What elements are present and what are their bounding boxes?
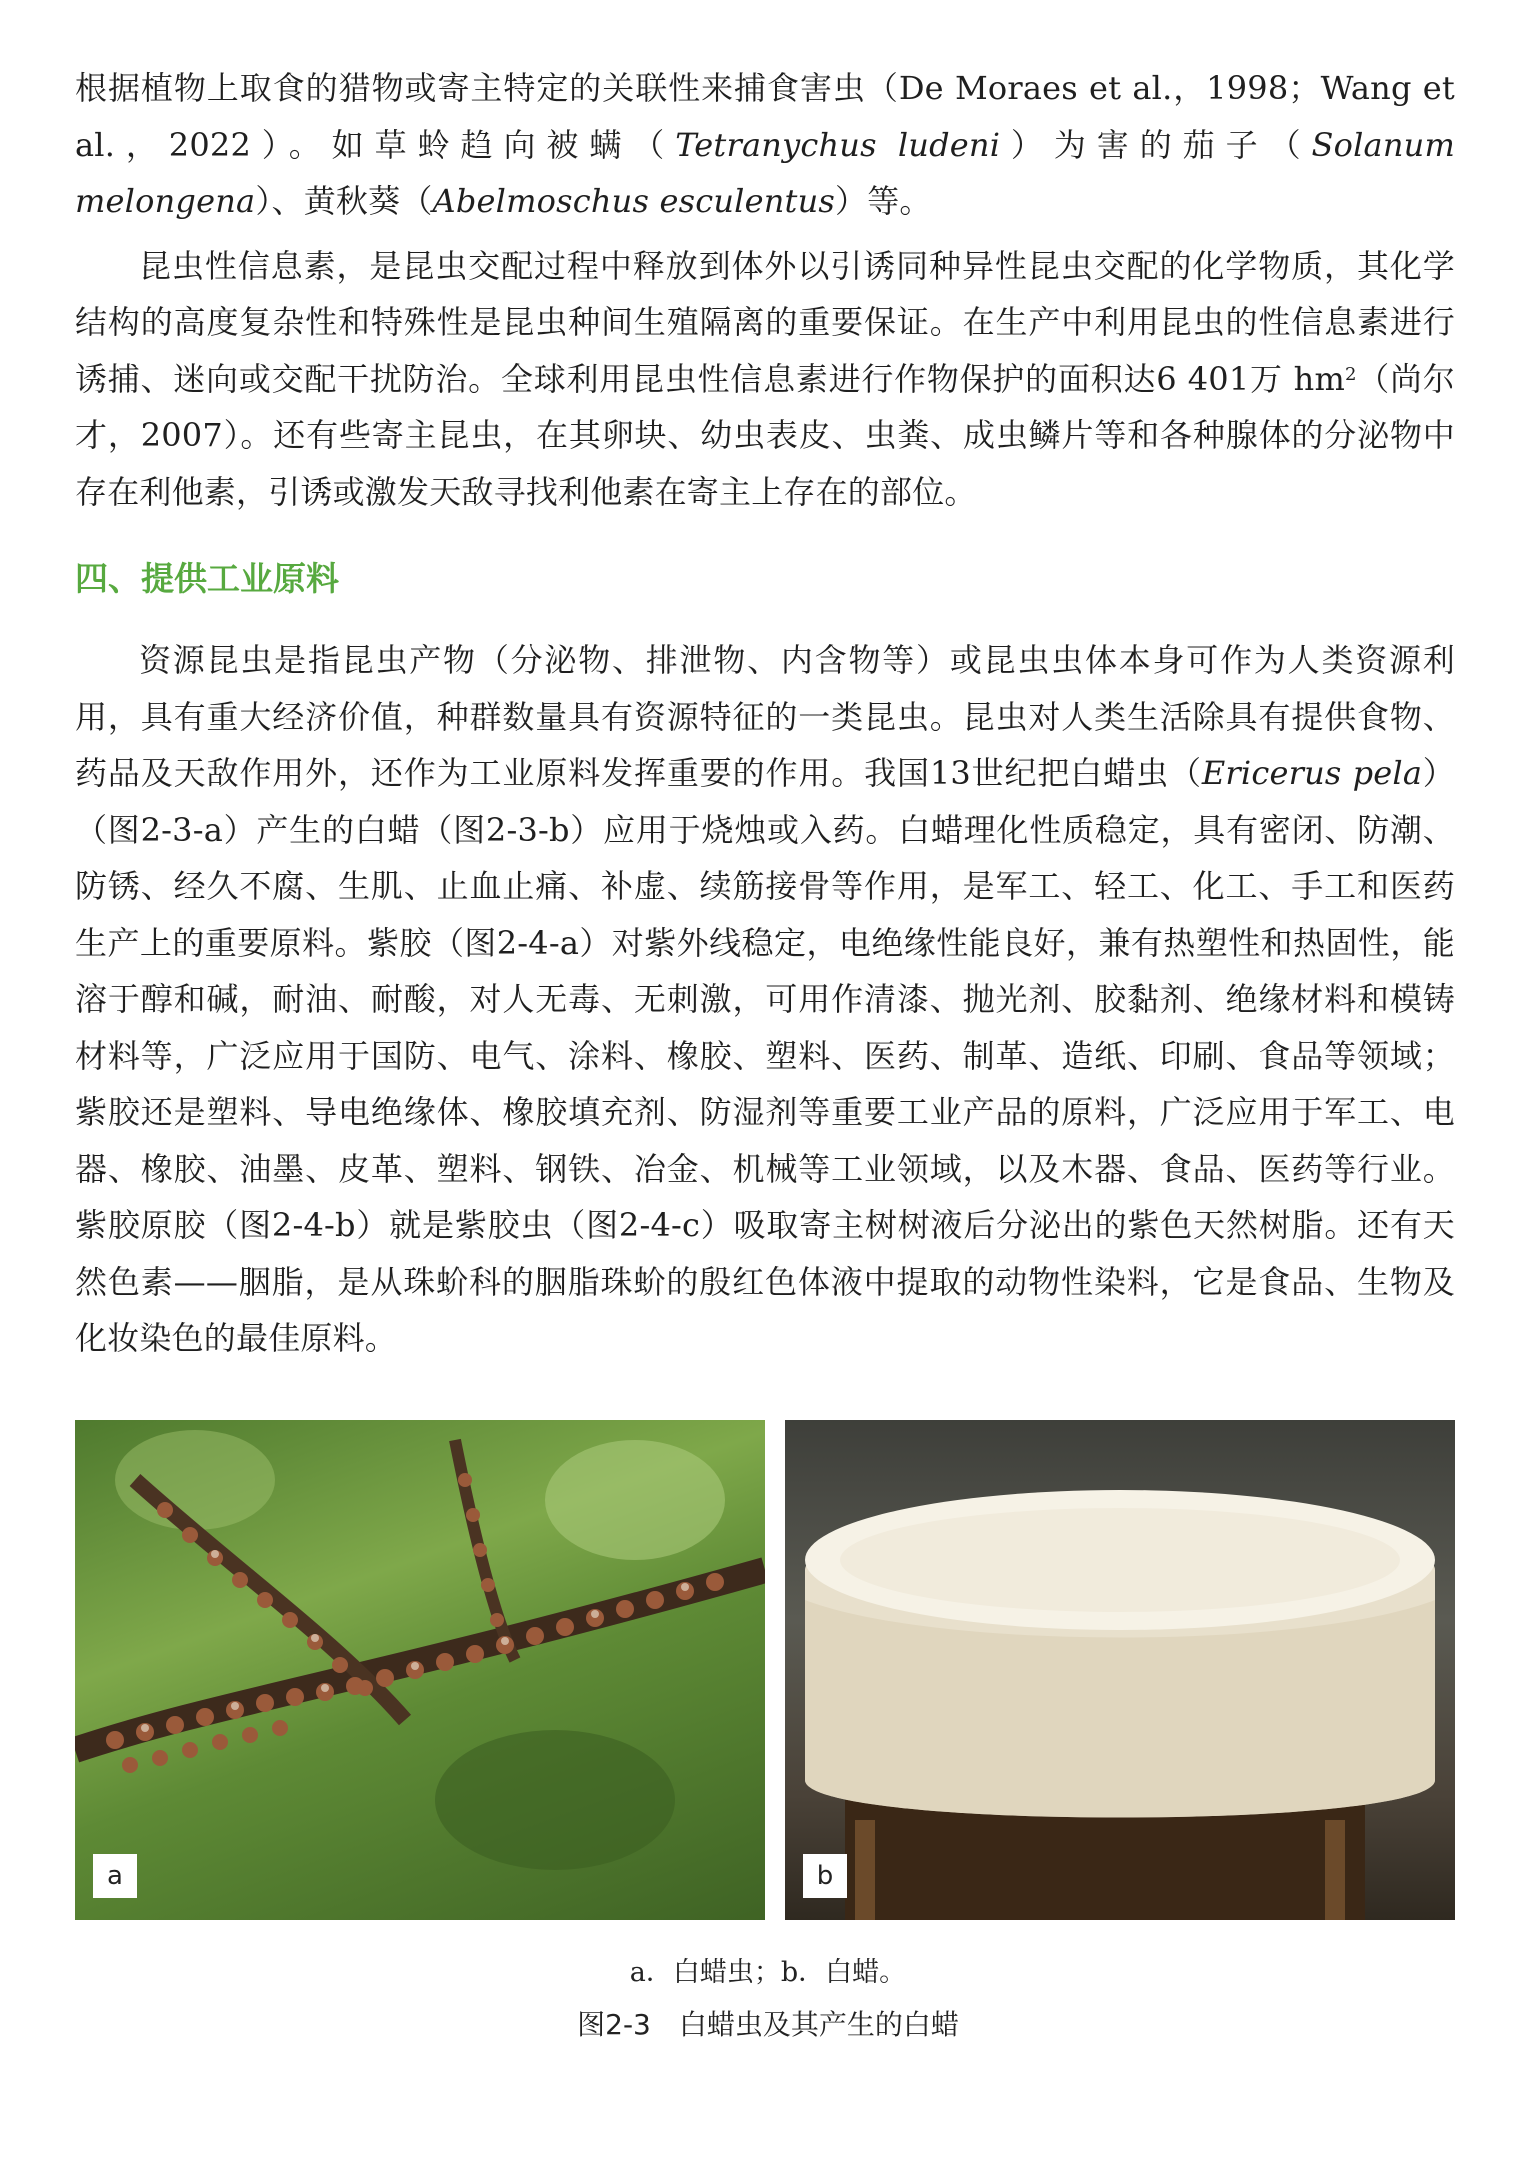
text-run: 昆虫性信息素，是昆虫交配过程中释放到体外以引诱同种异性昆虫交配的化学物质，其化学结构的高度复杂性和特殊性是昆虫种间生殖隔离的重要保证。在生产中利用昆虫的性信息素进行诱捕、迷向或交配干扰防治。全球利用昆虫性信息素进行作物保护的面积达6 401万 hm (75, 246, 1455, 398)
photo-white-wax-block (785, 1420, 1455, 1920)
text-run: ）为害的茄子（ (1000, 125, 1312, 164)
text-run: 资源昆虫是指昆虫产物（分泌物、排泄物、内含物等）或昆虫虫体本身可作为人类资源利用，具有重大经济价值，种群数量具有资源特征的一类昆虫。昆虫对人类生活除具有提供食物、药品及天敌作用外，还作为工业原料发挥重要的作用。我国13世纪把白蜡虫（ (75, 641, 1455, 792)
text-run: ）、黄秋葵（ (255, 182, 433, 220)
panel-label-b: b (803, 1854, 847, 1898)
panel-label-a: a (93, 1854, 137, 1898)
figure-subcaption: a．白蜡虫；b．白蜡。 (629, 1957, 907, 1988)
section-heading: 四、提供工业原料 (75, 559, 339, 598)
superscript: 2 (1345, 363, 1357, 385)
figure-number: 图2-3 (577, 2008, 651, 2041)
figure-title: 白蜡虫及其产生的白蜡 (678, 2008, 959, 2041)
text-run: ）等。 (835, 182, 932, 220)
photo-white-wax-insect (75, 1420, 765, 1920)
species-name: Tetranychus ludeni (675, 125, 1001, 164)
paragraph-continuation (75, 60, 1455, 230)
text-run: ）（图2-3-a）产生的白蜡（图2-3-b）应用于烧烛或入药。白蜡理化性质稳定，具有密闭、防潮、防锈、经久不腐、生肌、止血止痛、补虚、续筋接骨等作用，是军工、轻工、化工、手工和医药生产上的重要原料。紫胶（图2-4-a）对紫外线稳定，电绝缘性能良好，兼有热塑性和热固性，能溶于醇和碱，耐油、耐酸，对人无毒、无刺激，可用作清漆、抛光剂、胶黏剂、绝缘材料和模铸材料等，广泛应用于国防、电气、涂料、橡胶、塑料、医药、制革、造纸、印刷、食品等领域；紫胶还是塑料、导电绝缘体、橡胶填充剂、防湿剂等重要工业产品的原料，广泛应用于军工、电器、橡胶、油墨、皮革、塑料、钢铁、冶金、机械等工业领域，以及木器、食品、医药等行业。紫胶原胶（图2-4-b）就是紫胶虫（图2-4-c）吸取寄主树树液后分泌出的紫色天然树脂。还有天然色素——胭脂，是从珠蚧科的胭脂珠蚧的殷红色体液中提取的动物性染料，它是食品、生物及化妆染色的最佳原料。 (75, 754, 1455, 1357)
figure-2-3 (75, 1420, 1455, 1920)
species-name: Ericerus pela (1201, 754, 1423, 792)
text-run: 根据植物上取食的猎物或寄主特定的关联性来捕食害虫（De Moraes et al.，1998；Wang et al.，2022）。如草蛉趋向被螨（ (75, 69, 1455, 164)
wax-block-illustration (785, 1420, 1455, 1920)
species-name: Abelmoschus esculentus (432, 182, 836, 220)
text-run: （尚尔才，2007）。还有些寄主昆虫，在其卵块、幼虫表皮、虫粪、成虫鳞片等和各种腺体的分泌物中存在利他素，引诱或激发天敌寻找利他素在寄主上存在的部位。 (75, 359, 1455, 511)
figure-caption (0, 2003, 1536, 2043)
page-body (75, 60, 1455, 1367)
species-name: Solanum melongena (75, 125, 1455, 220)
branch-illustration (75, 1420, 765, 1920)
paragraph-resource-insects (75, 632, 1455, 1367)
paragraph-pheromone (75, 238, 1455, 521)
